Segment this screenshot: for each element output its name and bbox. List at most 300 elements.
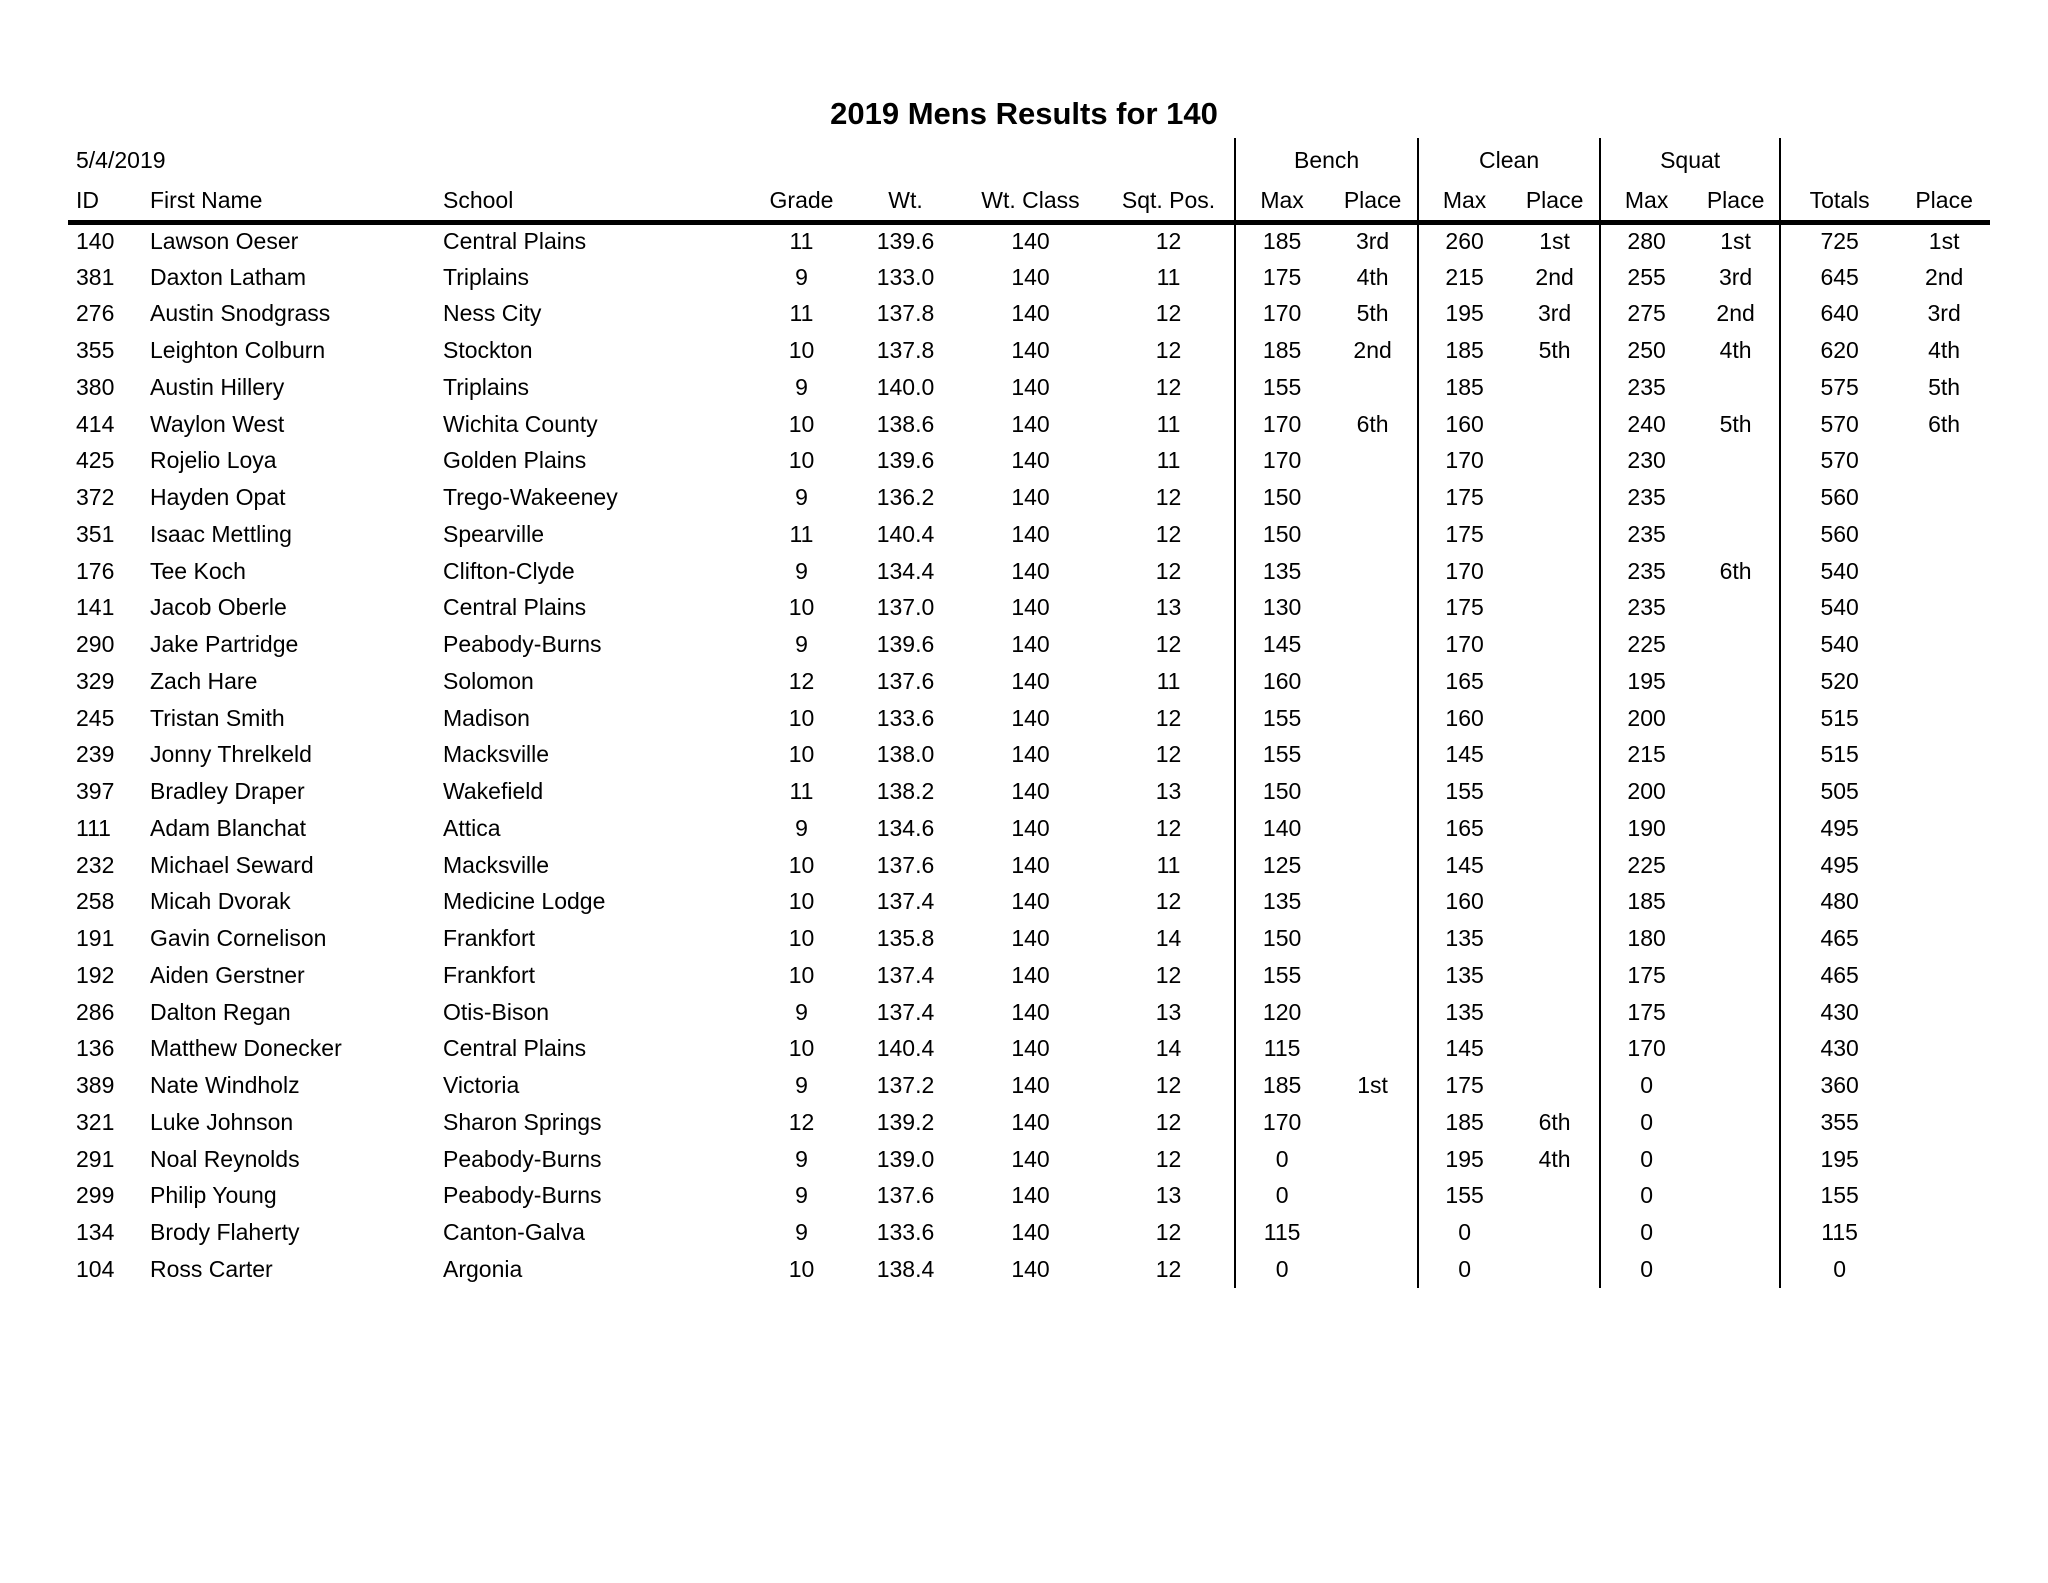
cell-bench-max: 185 — [1235, 332, 1328, 369]
cell-bench-max: 115 — [1235, 1214, 1328, 1251]
cell-wt: 137.6 — [876, 1182, 935, 1209]
cell-wt-class: 140 — [1011, 373, 1050, 400]
cell-bench-place — [1328, 1178, 1418, 1215]
cell-squat-max: 235 — [1600, 553, 1692, 590]
cell-place — [1898, 1251, 1990, 1288]
cell-clean-place — [1510, 920, 1600, 957]
cell-clean-max: 155 — [1418, 1178, 1510, 1215]
cell-wt: 137.6 — [876, 851, 935, 878]
cell-wt: 134.6 — [876, 814, 935, 841]
cell-place — [1898, 663, 1990, 700]
cell-wt: 137.4 — [876, 998, 935, 1025]
cell-grade: 12 — [788, 1108, 815, 1135]
cell-totals: 360 — [1780, 1067, 1898, 1104]
cell-squat-place — [1692, 700, 1780, 737]
cell-grade: 10 — [788, 851, 815, 878]
cell-first-name: Micah Dvorak — [150, 888, 291, 915]
cell-clean-max: 0 — [1418, 1214, 1510, 1251]
cell-clean-place — [1510, 406, 1600, 443]
cell-bench-max: 150 — [1235, 773, 1328, 810]
cell-wt: 133.6 — [876, 704, 935, 731]
table-row — [68, 259, 1990, 296]
cell-place — [1898, 1178, 1990, 1215]
cell-first-name: Daxton Latham — [150, 263, 306, 290]
cell-clean-max: 135 — [1418, 920, 1510, 957]
cell-grade: 11 — [789, 778, 814, 805]
cell-clean-place — [1510, 884, 1600, 921]
cell-squat-max: 175 — [1600, 957, 1692, 994]
cell-id: 389 — [76, 1072, 115, 1099]
cell-school: Peabody-Burns — [443, 631, 602, 658]
cell-grade: 10 — [788, 925, 815, 952]
cell-place — [1898, 847, 1990, 884]
cell-sqt-pos: 13 — [1155, 1182, 1182, 1209]
cell-grade: 9 — [795, 998, 808, 1025]
cell-squat-place — [1692, 516, 1780, 553]
cell-clean-max: 175 — [1418, 1067, 1510, 1104]
cell-place: 3rd — [1927, 300, 1961, 327]
cell-grade: 9 — [795, 814, 808, 841]
cell-grade: 10 — [788, 1035, 815, 1062]
cell-wt: 137.4 — [876, 888, 935, 915]
table-row — [68, 700, 1990, 737]
cell-wt-class: 140 — [1011, 337, 1050, 364]
cell-clean-max: 195 — [1418, 1141, 1510, 1178]
cell-wt-class: 140 — [1011, 851, 1050, 878]
cell-squat-place: 6th — [1719, 557, 1752, 584]
cell-clean-max: 165 — [1418, 810, 1510, 847]
cell-bench-place — [1328, 1251, 1418, 1288]
cell-clean-place: 1st — [1539, 228, 1570, 255]
cell-id: 414 — [76, 410, 115, 437]
cell-squat-max: 170 — [1600, 1031, 1692, 1068]
cell-bench-place — [1328, 1104, 1418, 1141]
cell-clean-max: 160 — [1418, 700, 1510, 737]
cell-grade: 10 — [788, 961, 815, 988]
cell-wt-class: 140 — [1011, 741, 1050, 768]
cell-school: Triplains — [443, 373, 530, 400]
cell-bench-place — [1328, 920, 1418, 957]
cell-school: Peabody-Burns — [443, 1145, 602, 1172]
cell-school: Solomon — [443, 667, 534, 694]
cell-clean-place: 4th — [1538, 1145, 1571, 1172]
cell-clean-place: 6th — [1538, 1108, 1571, 1135]
cell-first-name: Lawson Oeser — [150, 228, 299, 255]
cell-id: 191 — [76, 925, 115, 952]
cell-grade: 9 — [795, 484, 808, 511]
cell-place — [1898, 1031, 1990, 1068]
cell-sqt-pos: 12 — [1155, 1145, 1182, 1172]
cell-totals: 495 — [1780, 847, 1898, 884]
cell-squat-place — [1692, 1251, 1780, 1288]
cell-school: Triplains — [443, 263, 530, 290]
cell-clean-place — [1510, 1031, 1600, 1068]
cell-id: 299 — [76, 1182, 115, 1209]
cell-first-name: Jake Partridge — [150, 631, 299, 658]
cell-wt-class: 140 — [1011, 704, 1050, 731]
cell-wt-class: 140 — [1011, 778, 1050, 805]
cell-first-name: Waylon West — [150, 410, 285, 437]
cell-wt-class: 140 — [1011, 447, 1050, 474]
cell-clean-place — [1510, 737, 1600, 774]
cell-totals: 640 — [1780, 296, 1898, 333]
cell-bench-place — [1328, 479, 1418, 516]
cell-id: 239 — [76, 741, 115, 768]
cell-grade: 9 — [795, 1182, 808, 1209]
cell-totals: 570 — [1780, 443, 1898, 480]
cell-squat-place — [1692, 884, 1780, 921]
cell-place — [1898, 553, 1990, 590]
cell-clean-place — [1510, 1251, 1600, 1288]
cell-wt-class: 140 — [1011, 631, 1050, 658]
group-header-row — [68, 138, 1990, 182]
cell-school: Golden Plains — [443, 447, 587, 474]
cell-grade: 10 — [788, 888, 815, 915]
cell-squat-max: 235 — [1600, 369, 1692, 406]
cell-squat-max: 275 — [1600, 296, 1692, 333]
table-body — [68, 222, 1990, 1288]
cell-bench-place — [1328, 1214, 1418, 1251]
cell-wt: 137.8 — [876, 300, 935, 327]
cell-bench-place — [1328, 700, 1418, 737]
cell-sqt-pos: 12 — [1155, 814, 1182, 841]
cell-clean-place — [1510, 369, 1600, 406]
cell-squat-max: 195 — [1600, 663, 1692, 700]
cell-id: 141 — [76, 594, 115, 621]
cell-squat-max: 0 — [1600, 1141, 1692, 1178]
cell-sqt-pos: 12 — [1155, 961, 1182, 988]
cell-id: 381 — [76, 263, 115, 290]
col-header-squat-max: Max — [1600, 182, 1692, 222]
cell-bench-max: 155 — [1235, 700, 1328, 737]
cell-bench-max: 150 — [1235, 920, 1328, 957]
cell-id: 321 — [76, 1108, 115, 1135]
cell-clean-max: 145 — [1418, 737, 1510, 774]
cell-bench-max: 160 — [1235, 663, 1328, 700]
cell-clean-place — [1510, 516, 1600, 553]
cell-squat-max: 250 — [1600, 332, 1692, 369]
bench-group-header: Bench — [1235, 138, 1418, 182]
cell-first-name: Rojelio Loya — [150, 447, 277, 474]
cell-bench-max: 125 — [1235, 847, 1328, 884]
cell-place: 6th — [1928, 410, 1961, 437]
cell-place — [1898, 626, 1990, 663]
cell-wt: 135.8 — [876, 925, 935, 952]
table-row — [68, 443, 1990, 480]
cell-grade: 10 — [788, 741, 815, 768]
cell-first-name: Luke Johnson — [150, 1108, 294, 1135]
cell-wt: 138.0 — [876, 741, 935, 768]
cell-school: Stockton — [443, 337, 533, 364]
col-header-sqt-pos: Sqt. Pos. — [1103, 182, 1235, 222]
cell-bench-place: 5th — [1356, 300, 1389, 327]
cell-clean-max: 175 — [1418, 590, 1510, 627]
cell-squat-place — [1692, 1178, 1780, 1215]
cell-bench-max: 150 — [1235, 516, 1328, 553]
results-table — [68, 138, 1990, 1288]
cell-school: Argonia — [443, 1255, 523, 1282]
cell-first-name: Adam Blanchat — [150, 814, 306, 841]
cell-sqt-pos: 12 — [1155, 228, 1182, 255]
cell-clean-max: 165 — [1418, 663, 1510, 700]
col-header-place: Place — [1898, 182, 1990, 222]
cell-place — [1898, 700, 1990, 737]
cell-bench-max: 0 — [1235, 1141, 1328, 1178]
cell-place: 5th — [1928, 373, 1961, 400]
cell-wt-class: 140 — [1011, 667, 1050, 694]
col-header-grade: Grade — [750, 182, 853, 222]
cell-wt: 137.4 — [876, 961, 935, 988]
cell-squat-max: 190 — [1600, 810, 1692, 847]
table-row — [68, 1031, 1990, 1068]
cell-wt-class: 140 — [1011, 1182, 1050, 1209]
cell-squat-max: 0 — [1600, 1104, 1692, 1141]
cell-bench-place: 6th — [1356, 410, 1389, 437]
cell-first-name: Brody Flaherty — [150, 1219, 300, 1246]
cell-wt-class: 140 — [1011, 410, 1050, 437]
cell-grade: 9 — [795, 1072, 808, 1099]
cell-squat-place — [1692, 810, 1780, 847]
cell-clean-place — [1510, 810, 1600, 847]
table-row — [68, 994, 1990, 1031]
cell-squat-max: 230 — [1600, 443, 1692, 480]
cell-school: Ness City — [443, 300, 542, 327]
table-row — [68, 773, 1990, 810]
cell-wt-class: 140 — [1011, 925, 1050, 952]
table-row — [68, 590, 1990, 627]
cell-squat-max: 255 — [1600, 259, 1692, 296]
cell-place — [1898, 516, 1990, 553]
cell-sqt-pos: 12 — [1155, 888, 1182, 915]
cell-bench-place — [1328, 957, 1418, 994]
cell-bench-place — [1328, 590, 1418, 627]
cell-grade: 11 — [789, 520, 814, 547]
cell-place — [1898, 479, 1990, 516]
cell-clean-max: 170 — [1418, 626, 1510, 663]
cell-clean-max: 160 — [1418, 406, 1510, 443]
cell-wt-class: 140 — [1011, 1035, 1050, 1062]
cell-squat-place: 1st — [1720, 228, 1751, 255]
cell-totals: 465 — [1780, 957, 1898, 994]
cell-wt-class: 140 — [1011, 1219, 1050, 1246]
cell-wt: 133.6 — [876, 1219, 935, 1246]
cell-place — [1898, 810, 1990, 847]
cell-clean-max: 0 — [1418, 1251, 1510, 1288]
cell-wt: 140.4 — [876, 520, 935, 547]
cell-wt: 139.2 — [876, 1108, 935, 1135]
cell-totals: 115 — [1780, 1214, 1898, 1251]
cell-squat-place — [1692, 626, 1780, 663]
cell-school: Peabody-Burns — [443, 1182, 602, 1209]
cell-first-name: Tristan Smith — [150, 704, 285, 731]
cell-first-name: Aiden Gerstner — [150, 961, 305, 988]
cell-id: 176 — [76, 557, 115, 584]
cell-bench-max: 0 — [1235, 1178, 1328, 1215]
cell-bench-max: 135 — [1235, 553, 1328, 590]
cell-clean-place — [1510, 590, 1600, 627]
table-row — [68, 663, 1990, 700]
cell-wt-class: 140 — [1011, 1108, 1050, 1135]
cell-grade: 10 — [788, 594, 815, 621]
cell-grade: 10 — [788, 337, 815, 364]
cell-bench-max: 145 — [1235, 626, 1328, 663]
cell-totals: 540 — [1780, 553, 1898, 590]
cell-bench-max: 140 — [1235, 810, 1328, 847]
cell-bench-place: 1st — [1357, 1072, 1388, 1099]
cell-grade: 11 — [789, 300, 814, 327]
cell-first-name: Dalton Regan — [150, 998, 291, 1025]
cell-bench-place — [1328, 626, 1418, 663]
cell-id: 380 — [76, 373, 115, 400]
cell-clean-max: 170 — [1418, 443, 1510, 480]
cell-totals: 515 — [1780, 737, 1898, 774]
cell-totals: 355 — [1780, 1104, 1898, 1141]
cell-school: Wichita County — [443, 410, 598, 437]
cell-id: 290 — [76, 631, 115, 658]
cell-school: Spearville — [443, 520, 544, 547]
table-row — [68, 847, 1990, 884]
cell-first-name: Tee Koch — [150, 557, 246, 584]
table-row — [68, 920, 1990, 957]
cell-sqt-pos: 12 — [1155, 520, 1182, 547]
cell-wt: 134.4 — [876, 557, 935, 584]
cell-clean-max: 185 — [1418, 332, 1510, 369]
cell-bench-max: 170 — [1235, 443, 1328, 480]
cell-squat-max: 215 — [1600, 737, 1692, 774]
cell-squat-max: 280 — [1600, 222, 1692, 259]
cell-clean-max: 215 — [1418, 259, 1510, 296]
cell-grade: 9 — [795, 1219, 808, 1246]
col-header-bench-max: Max — [1235, 182, 1328, 222]
cell-school: Attica — [443, 814, 501, 841]
cell-sqt-pos: 11 — [1156, 263, 1181, 290]
cell-first-name: Jonny Threlkeld — [150, 741, 312, 768]
cell-wt: 136.2 — [876, 484, 935, 511]
col-header-school: School — [440, 182, 750, 222]
cell-grade: 9 — [795, 263, 808, 290]
cell-clean-max: 155 — [1418, 773, 1510, 810]
cell-wt: 140.4 — [876, 1035, 935, 1062]
cell-squat-max: 0 — [1600, 1178, 1692, 1215]
cell-squat-place — [1692, 994, 1780, 1031]
cell-bench-place: 4th — [1356, 263, 1389, 290]
table-row — [68, 222, 1990, 259]
cell-bench-place — [1328, 553, 1418, 590]
cell-school: Frankfort — [443, 961, 536, 988]
cell-id: 286 — [76, 998, 115, 1025]
cell-grade: 9 — [795, 631, 808, 658]
cell-squat-place — [1692, 369, 1780, 406]
table-row — [68, 1178, 1990, 1215]
cell-bench-place — [1328, 847, 1418, 884]
cell-wt: 137.0 — [876, 594, 935, 621]
cell-clean-max: 175 — [1418, 479, 1510, 516]
table-row — [68, 296, 1990, 333]
cell-totals: 575 — [1780, 369, 1898, 406]
cell-sqt-pos: 12 — [1155, 1108, 1182, 1135]
cell-place: 1st — [1928, 228, 1960, 255]
col-header-totals: Totals — [1780, 182, 1898, 222]
cell-clean-place — [1510, 994, 1600, 1031]
cell-first-name: Jacob Oberle — [150, 594, 287, 621]
page-title: 2019 Mens Results for 140 — [830, 96, 1218, 131]
cell-bench-place — [1328, 369, 1418, 406]
cell-clean-max: 260 — [1418, 222, 1510, 259]
cell-bench-max: 130 — [1235, 590, 1328, 627]
cell-totals: 560 — [1780, 516, 1898, 553]
cell-sqt-pos: 12 — [1155, 337, 1182, 364]
cell-school: Wakefield — [443, 778, 544, 805]
cell-squat-max: 175 — [1600, 994, 1692, 1031]
table-row — [68, 1104, 1990, 1141]
cell-first-name: Noal Reynolds — [150, 1145, 300, 1172]
table-row — [68, 1067, 1990, 1104]
cell-school: Otis-Bison — [443, 998, 550, 1025]
cell-wt: 139.6 — [876, 447, 935, 474]
cell-clean-place — [1510, 553, 1600, 590]
cell-clean-place — [1510, 663, 1600, 700]
cell-totals: 430 — [1780, 1031, 1898, 1068]
cell-clean-place — [1510, 479, 1600, 516]
cell-place — [1898, 737, 1990, 774]
cell-school: Madison — [443, 704, 530, 731]
cell-squat-max: 225 — [1600, 626, 1692, 663]
cell-id: 140 — [76, 228, 115, 255]
cell-squat-max: 180 — [1600, 920, 1692, 957]
cell-totals: 505 — [1780, 773, 1898, 810]
cell-wt-class: 140 — [1011, 814, 1050, 841]
cell-squat-place — [1692, 1031, 1780, 1068]
cell-totals: 645 — [1780, 259, 1898, 296]
cell-place — [1898, 884, 1990, 921]
cell-squat-max: 0 — [1600, 1067, 1692, 1104]
cell-wt-class: 140 — [1011, 228, 1050, 255]
cell-grade: 12 — [788, 667, 815, 694]
cell-wt: 137.2 — [876, 1072, 935, 1099]
cell-squat-place — [1692, 1141, 1780, 1178]
cell-clean-place: 5th — [1538, 337, 1571, 364]
cell-bench-place: 3rd — [1355, 228, 1390, 255]
cell-grade: 9 — [795, 1145, 808, 1172]
cell-sqt-pos: 11 — [1156, 410, 1181, 437]
table-row — [68, 406, 1990, 443]
cell-first-name: Leighton Colburn — [150, 337, 326, 364]
cell-totals: 540 — [1780, 626, 1898, 663]
cell-bench-place — [1328, 737, 1418, 774]
cell-place — [1898, 1214, 1990, 1251]
cell-id: 276 — [76, 300, 115, 327]
cell-place — [1898, 1067, 1990, 1104]
cell-sqt-pos: 11 — [1156, 447, 1181, 474]
cell-totals: 480 — [1780, 884, 1898, 921]
cell-clean-max: 145 — [1418, 1031, 1510, 1068]
col-header-wt: Wt. — [853, 182, 958, 222]
cell-bench-max: 155 — [1235, 737, 1328, 774]
cell-place — [1898, 590, 1990, 627]
cell-clean-max: 195 — [1418, 296, 1510, 333]
cell-id: 397 — [76, 778, 115, 805]
cell-id: 372 — [76, 484, 115, 511]
cell-wt-class: 140 — [1011, 961, 1050, 988]
cell-bench-place — [1328, 1031, 1418, 1068]
cell-sqt-pos: 12 — [1155, 741, 1182, 768]
table-row — [68, 369, 1990, 406]
cell-id: 351 — [76, 520, 115, 547]
cell-totals: 495 — [1780, 810, 1898, 847]
col-header-clean-place: Place — [1510, 182, 1600, 222]
cell-clean-max: 135 — [1418, 957, 1510, 994]
cell-totals: 725 — [1780, 222, 1898, 259]
